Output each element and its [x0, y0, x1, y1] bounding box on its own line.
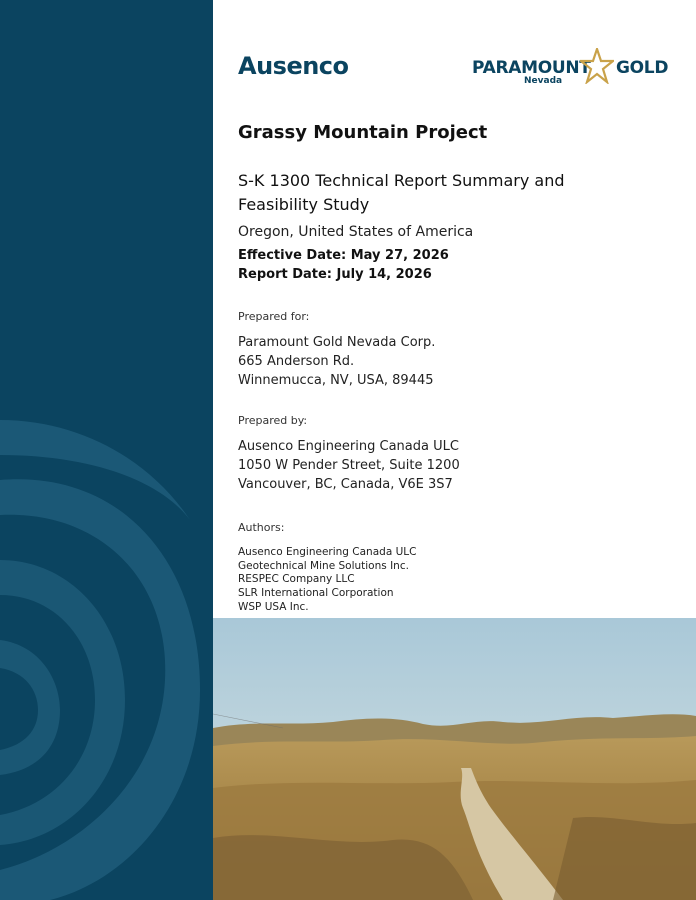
report-date: Report Date: July 14, 2026	[238, 267, 432, 282]
landscape-photo	[213, 618, 696, 900]
address-line: Winnemucca, NV, USA, 89445	[238, 373, 434, 388]
cover-sidebar	[0, 0, 213, 900]
address-line: Vancouver, BC, Canada, V6E 3S7	[238, 477, 453, 492]
authors-list	[238, 546, 416, 615]
prepared-by-label: Prepared by:	[238, 414, 308, 427]
address-line: Paramount Gold Nevada Corp.	[238, 335, 436, 350]
author-item: Geotechnical Mine Solutions Inc.	[238, 559, 409, 572]
author-item: Ausenco Engineering Canada ULC	[238, 546, 417, 558]
authors-label: Authors:	[238, 521, 285, 534]
ausenco-logo	[238, 52, 349, 80]
paramount-logo-word: PARAMOUNT	[472, 58, 591, 78]
project-title: Grassy Mountain Project	[238, 122, 488, 143]
desert-road-landscape-image	[213, 618, 696, 900]
nevada-logo-word: Nevada	[524, 76, 563, 86]
subtitle-line-1: S-K 1300 Technical Report Summary and	[238, 171, 565, 190]
effective-date: Effective Date: May 27, 2026	[238, 248, 449, 263]
address-line: Ausenco Engineering Canada ULC	[238, 439, 459, 454]
gold-star-icon	[580, 48, 614, 84]
report-subtitle	[238, 169, 658, 217]
prepared-for-address	[238, 333, 435, 390]
prepared-for-label: Prepared for:	[238, 310, 310, 323]
decorative-swoosh-graphic	[0, 0, 213, 900]
address-line: 665 Anderson Rd.	[238, 354, 355, 369]
gold-logo-word: GOLD	[616, 58, 669, 78]
ausenco-logo-text: Ausenco	[238, 52, 349, 80]
paramount-gold-logo	[472, 48, 668, 88]
author-item: SLR International Corporation	[238, 587, 394, 600]
author-item: WSP USA Inc.	[238, 600, 309, 613]
location: Oregon, United States of America	[238, 224, 474, 240]
subtitle-line-2: Feasibility Study	[238, 195, 370, 214]
prepared-by-address	[238, 437, 460, 494]
author-item: RESPEC Company LLC	[238, 573, 355, 586]
address-line: 1050 W Pender Street, Suite 1200	[238, 458, 460, 473]
